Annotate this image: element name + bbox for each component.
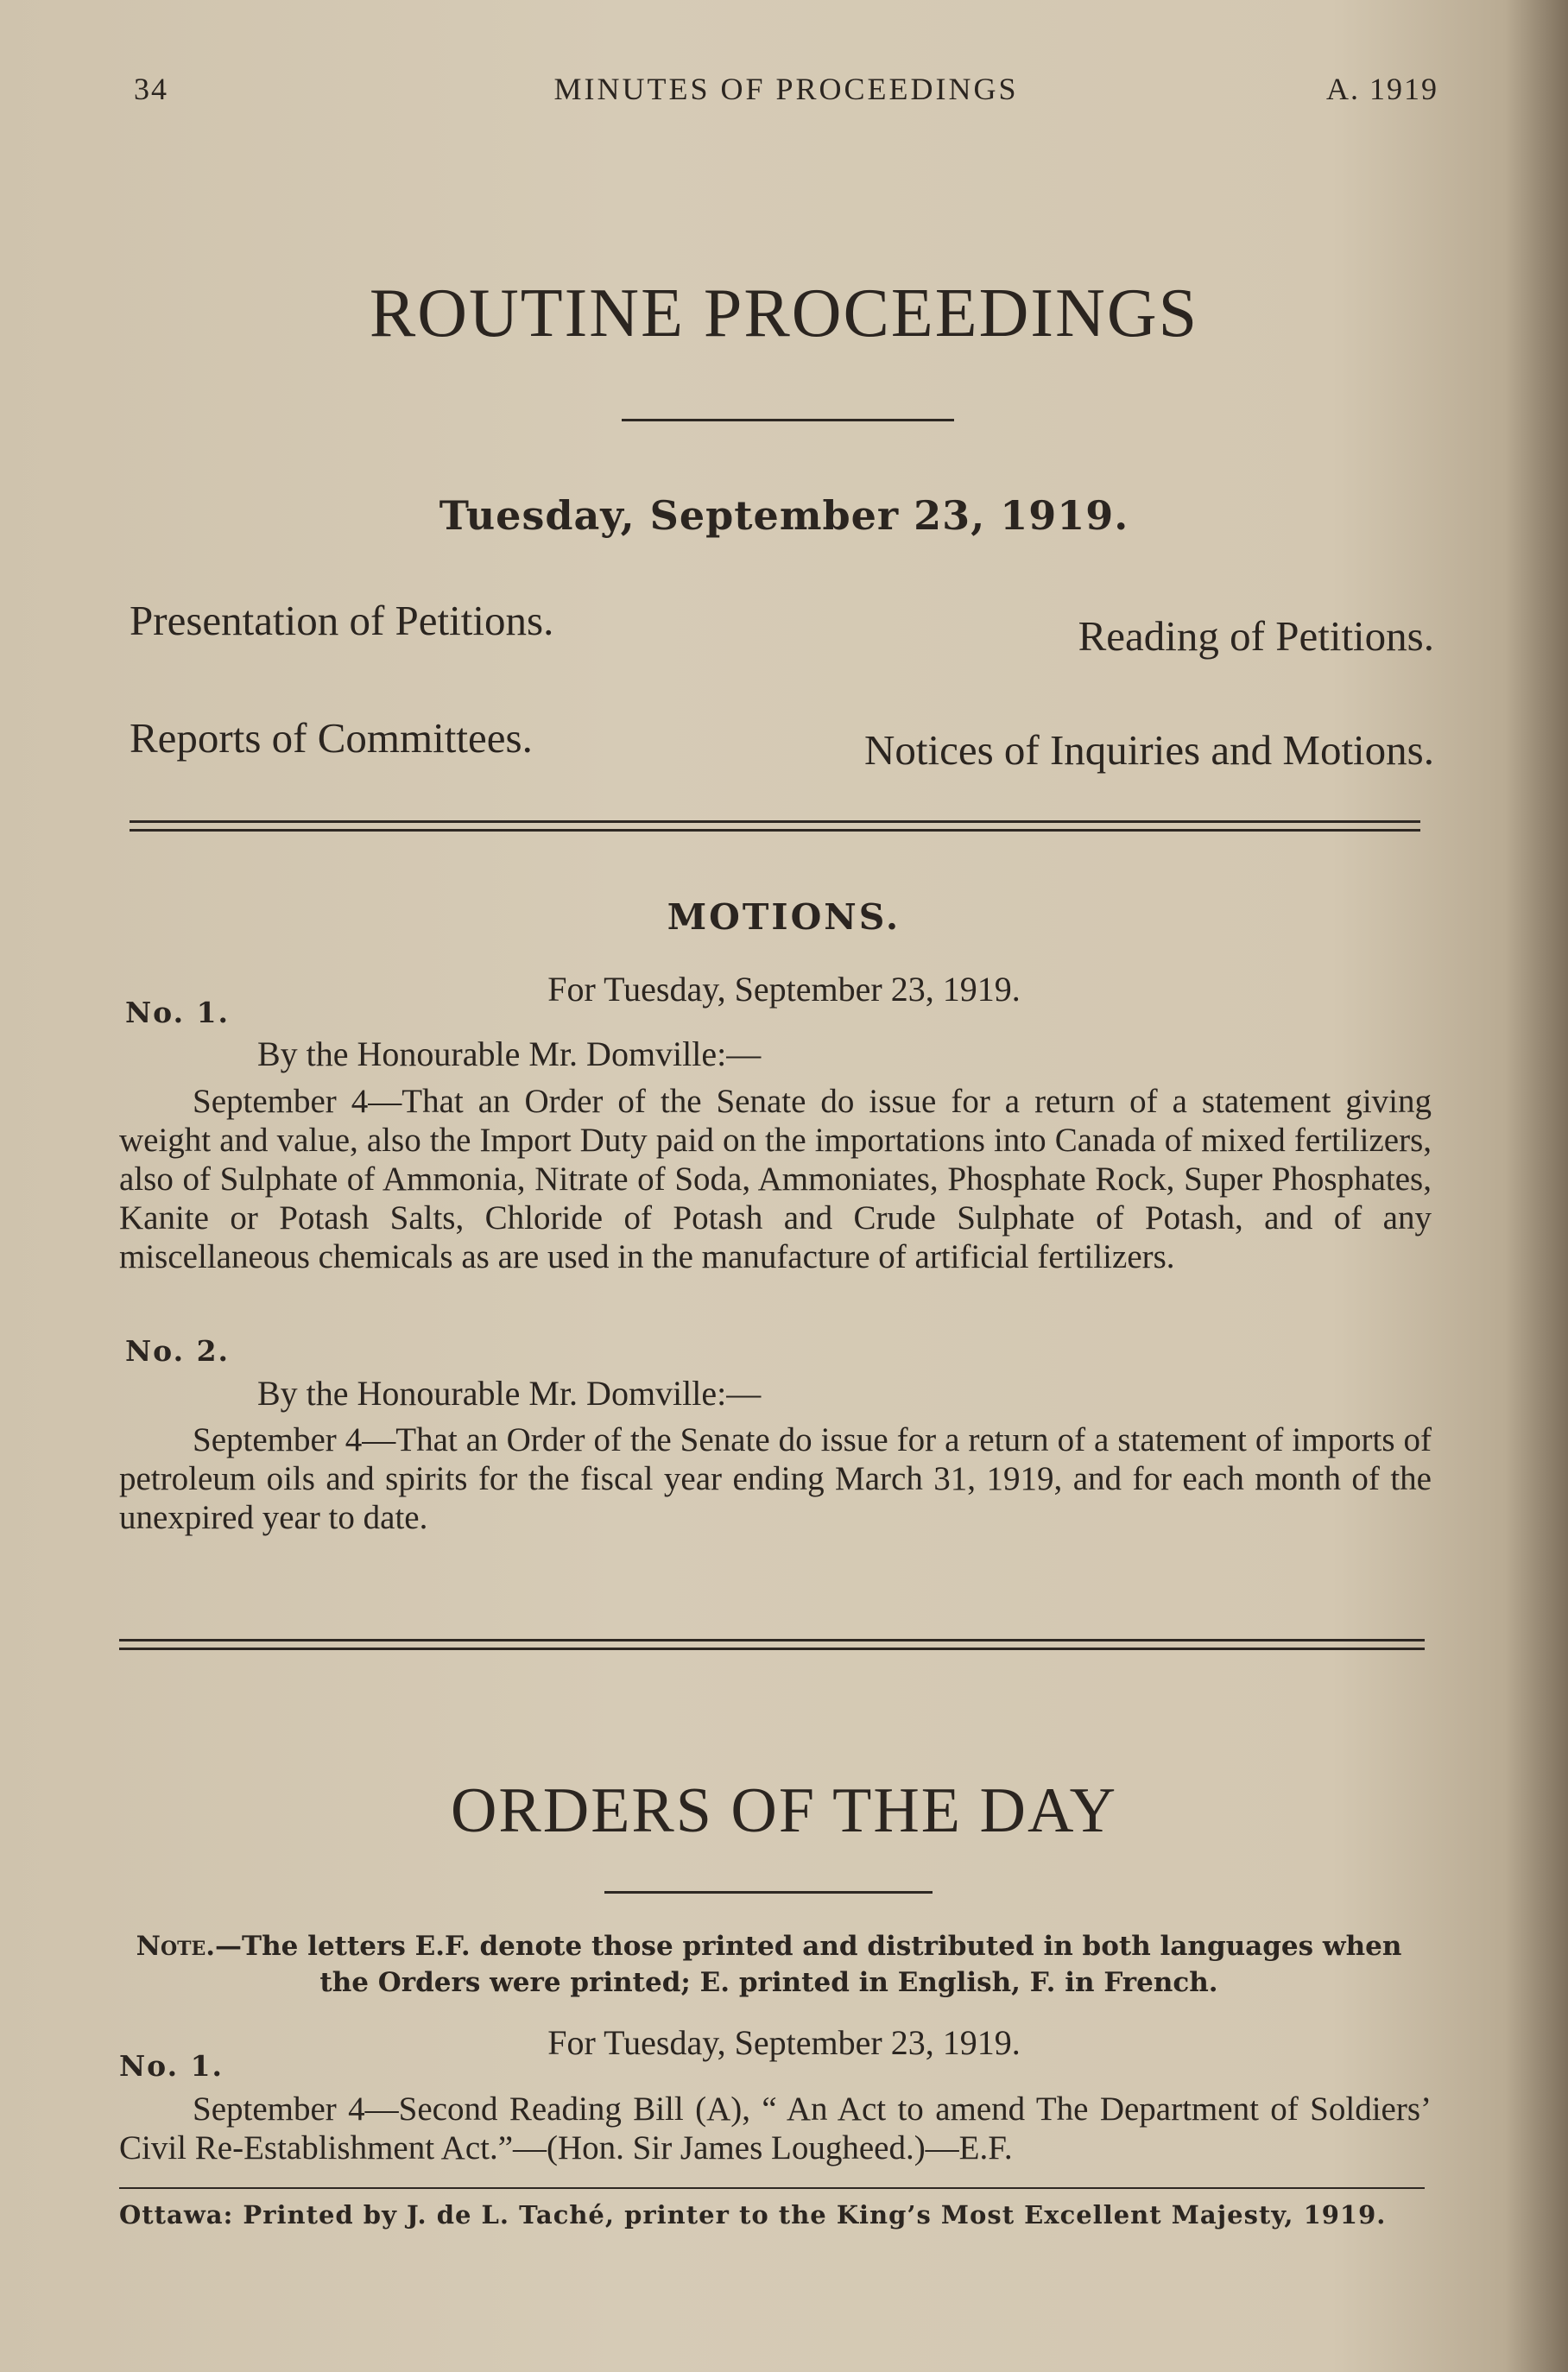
motion-number: No. 1. (125, 996, 231, 1029)
motion-byline: By the Honourable Mr. Domville:— (257, 1034, 762, 1073)
section-double-rule (130, 820, 1420, 832)
heading-underline (622, 419, 954, 421)
routine-item-reports: Reports of Committees. (130, 714, 533, 762)
heading-underline (604, 1891, 933, 1894)
running-title: MINUTES OF PROCEEDINGS (553, 72, 1019, 106)
section-double-rule (119, 1639, 1425, 1650)
routine-item-reading: Reading of Petitions. (1078, 612, 1434, 660)
motion-text: September 4—That an Order of the Senate do issue for a return of a statement of imports of petroleum oils and spirits for the fiscal year ending March 31, 1919, and for each month of the unexpired year to date. (119, 1421, 1432, 1536)
running-header (134, 71, 1438, 114)
motions-heading: MOTIONS. (667, 896, 901, 938)
page-number: 34 (134, 72, 168, 106)
routine-date: Tuesday, September 23, 1919. (439, 492, 1129, 539)
motion-text: September 4—That an Order of the Senate do issue for a return of a statement giving weight and value, also the Import Duty paid on the importations into Canada of mixed fertilizers, also of Sulphate of Ammonia, Nitrate of Soda, Ammoniates, Phosphate Rock, Super Phosphates, Kanite or Potash Salts, Chloride of Potash and Crude Sulphate of Potash, and of any miscellaneous chemicals as are used in the manufacture of artificial fertilizers. (119, 1083, 1432, 1275)
motions-for-date: For Tuesday, September 23, 1919. (547, 970, 1021, 1009)
orders-of-the-day-heading: ORDERS OF THE DAY (450, 1775, 1118, 1846)
motion-number: No. 2. (125, 1334, 231, 1368)
order-text: September 4—Second Reading Bill (A), “ An Act to amend The Department of Soldiers’ Civil Re-Establishment Act.”—(Hon. Sir James Lougheed.)—E.F. (119, 2091, 1432, 2166)
routine-item-notices: Notices of Inquiries and Motions. (863, 726, 1434, 774)
routine-proceedings-heading: ROUTINE PROCEEDINGS (369, 275, 1199, 351)
routine-item-presentation: Presentation of Petitions. (130, 597, 554, 644)
order-number: No. 1. (119, 2049, 224, 2083)
footer-rule (119, 2187, 1425, 2189)
orders-for-date: For Tuesday, September 23, 1919. (547, 2023, 1021, 2062)
motion-byline: By the Honourable Mr. Domville:— (257, 1374, 762, 1413)
session-year: A. 1919 (1326, 72, 1438, 106)
note-lead: Note. (136, 1931, 216, 1962)
orders-note (119, 1928, 1419, 2001)
note-text: —The letters E.F. denote those printed and distributed in both languages when the Orders were printed; E. printed in English, F. in French. (215, 1931, 1402, 1998)
printer-imprint: Ottawa: Printed by J. de L. Taché, printer to the King’s Most Excellent Majesty, 1919. (119, 2200, 1387, 2230)
